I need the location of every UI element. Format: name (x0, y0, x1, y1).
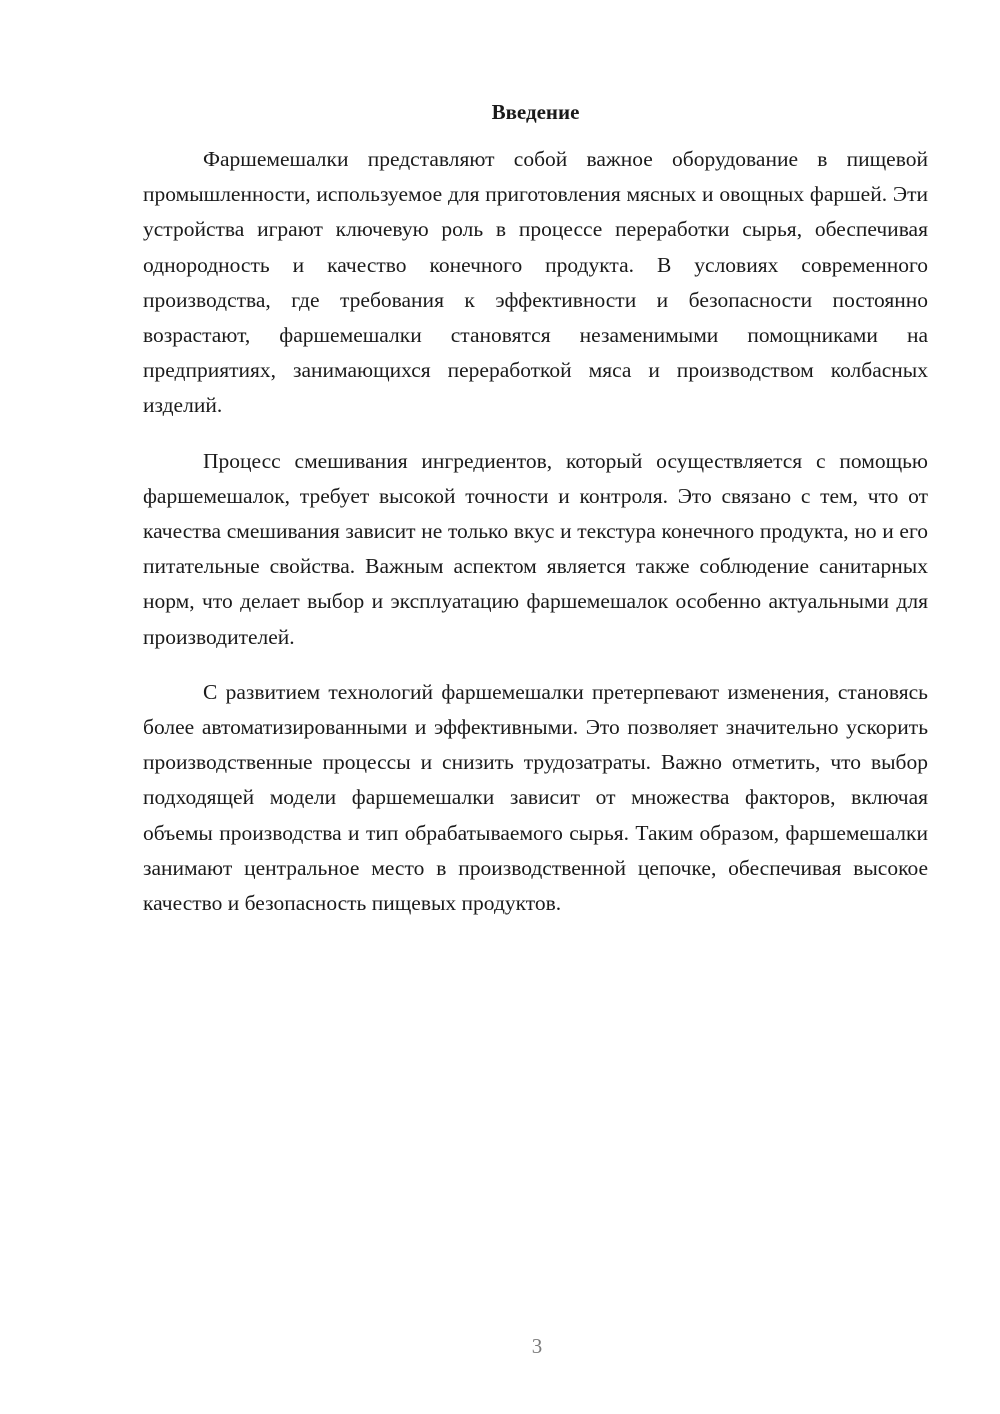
paragraph-1: Фаршемешалки представляют собой важное оборудование в пищевой промышленности, используемое для приготовления мясных и овощных фаршей. Эти устройства играют ключевую роль в процессе переработки сырья, обеспечивая однородность и качество конечного продукта. В условиях современного производства, где требования к эффективности и безопасности постоянно возрастают, фаршемешалки становятся незаменимыми помощниками на предприятиях, занимающихся переработкой мяса и производством колбасных изделий. (143, 147, 928, 418)
paragraph-2: Процесс смешивания ингредиентов, который осуществляется с помощью фаршемешалок, требует высокой точности и контроля. Это связано с тем, что от качества смешивания зависит не только вкус и текстура конечного продукта, но и его питательные свойства. Важным аспектом является также соблюдение санитарных норм, что делает выбор и эксплуатацию фаршемешалок особенно актуальными для производителей. (143, 448, 928, 649)
paragraph-3: С развитием технологий фаршемешалки претерпевают изменения, становясь более автоматизированными и эффективными. Это позволяет значительно ускорить производственные процессы и снизить трудозатраты. Важно отметить, что выбор подходящей модели фаршемешалки зависит от множества факторов, включая объемы производства и тип обрабатываемого сырья. Таким образом, фаршемешалки занимают центральное место в производственной цепочке, обеспечивая высокое качество и безопасность пищевых продуктов. (143, 679, 928, 916)
page-number: 3 (531, 1334, 543, 1358)
page-content (143, 96, 928, 941)
section-title: Введение (491, 100, 580, 124)
